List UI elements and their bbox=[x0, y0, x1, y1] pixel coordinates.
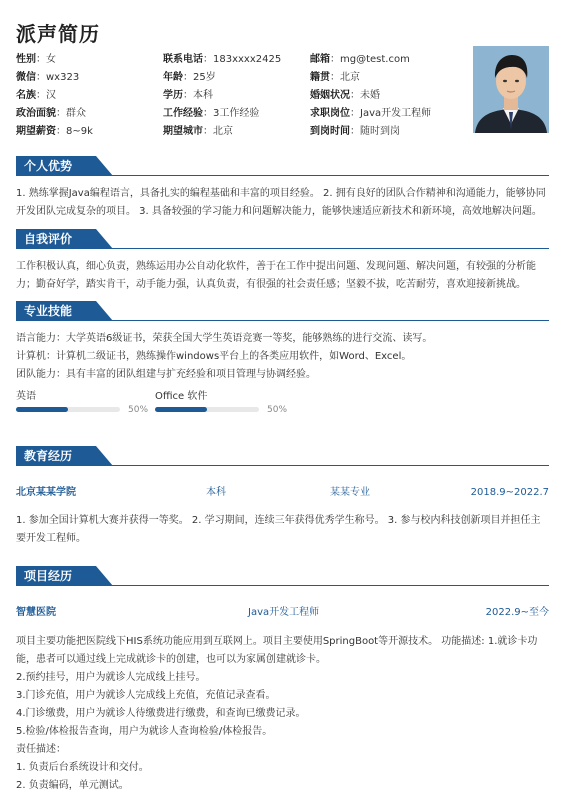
info-age: 年龄：25岁 bbox=[163, 72, 216, 83]
skill-line-computer: 计算机：计算机二级证书，熟练操作windows平台上的各类应用软件，如Word、Excel。 bbox=[16, 351, 412, 362]
info-gender: 性别：女 bbox=[16, 54, 56, 65]
skill-bar-label: 英语 bbox=[16, 391, 36, 402]
info-phone: 联系电话：183xxxx2425 bbox=[163, 54, 282, 65]
section-title: 自我评价 bbox=[24, 232, 73, 246]
skill-line-team: 团队能力：具有丰富的团队组建与扩充经验和项目管理与协调经验。 bbox=[16, 369, 316, 380]
section-header-project bbox=[16, 566, 549, 586]
info-hometown: 籍贯：北京 bbox=[310, 72, 360, 83]
project-line: 4.门诊缴费，用户为就诊人待缴费进行缴费，和查询已缴费记录。 bbox=[16, 708, 306, 719]
avatar bbox=[473, 46, 549, 133]
info-ethnicity: 名族：汉 bbox=[16, 90, 56, 101]
skill-progress-track bbox=[155, 407, 259, 412]
project-line: 2.预约挂号，用户为就诊人完成线上挂号。 bbox=[16, 672, 206, 683]
section-header-self-eval bbox=[16, 229, 549, 249]
info-row bbox=[16, 51, 466, 69]
project-line: 1. 负责后台系统设计和交付。 bbox=[16, 762, 149, 773]
skill-percent: 50% bbox=[267, 405, 288, 415]
info-experience: 工作经验：3工作经验 bbox=[163, 108, 260, 119]
section-header-skills bbox=[16, 301, 549, 321]
info-education: 学历：本科 bbox=[163, 90, 213, 101]
section-title: 专业技能 bbox=[24, 304, 73, 318]
section-title: 项目经历 bbox=[24, 569, 73, 583]
basic-info bbox=[16, 51, 466, 141]
degree: 本科 bbox=[206, 487, 226, 498]
project-description bbox=[16, 633, 549, 795]
advantage-text: 1. 熟练掌握Java编程语言，具备扎实的编程基础和丰富的项目经验。 2. 拥有良好的团队合作精神和沟通能力，能够协同开发团队完成复杂的项目。 3. 具备较强的学习能力和问题解决能力，能够快速适应新技术和新环境，高效地解决问题。 bbox=[16, 188, 546, 217]
education-period: 2018.9~2022.7 bbox=[470, 487, 549, 498]
major: 某某专业 bbox=[330, 487, 370, 498]
school-name: 北京某某学院 bbox=[16, 487, 76, 498]
skill-progress-fill bbox=[155, 407, 207, 412]
info-row bbox=[16, 123, 466, 141]
project-row bbox=[16, 606, 549, 620]
project-period: 2022.9~至今 bbox=[485, 607, 549, 618]
info-email: 邮箱：mg@test.com bbox=[310, 54, 410, 65]
project-line: 项目主要功能把医院线下HIS系统功能应用到互联网上。项目主要使用SpringBoot等开源技术。 功能描述: 1.就诊卡功能，患者可以通过线上完成就诊卡的创建，也可以为家属创建就诊卡。 bbox=[16, 636, 538, 665]
info-city: 期望城市：北京 bbox=[163, 126, 233, 137]
skill-percent: 50% bbox=[128, 405, 149, 415]
project-name: 智慧医院 bbox=[16, 607, 56, 618]
skill-progress-fill bbox=[16, 407, 68, 412]
info-political: 政治面貌：群众 bbox=[16, 108, 86, 119]
section-header-advantage bbox=[16, 156, 549, 176]
project-role: Java开发工程师 bbox=[248, 607, 320, 618]
section-title: 教育经历 bbox=[24, 449, 73, 463]
resume-title: 派声简历 bbox=[16, 22, 100, 46]
skill-line-language: 语言能力：大学英语6级证书，荣获全国大学生英语竞赛一等奖，能够熟练的进行交流、读写。 bbox=[16, 333, 433, 344]
info-wechat: 微信：wx323 bbox=[16, 72, 80, 83]
profile-photo-icon bbox=[473, 46, 549, 133]
education-row bbox=[16, 486, 549, 500]
skill-bar-label: Office 软件 bbox=[155, 391, 208, 402]
info-row bbox=[16, 87, 466, 105]
info-row bbox=[16, 69, 466, 87]
section-header-education bbox=[16, 446, 549, 466]
education-text: 1. 参加全国计算机大赛并获得一等奖。 2. 学习期间，连续三年获得优秀学生称号。 3. 参与校内科技创新项目并担任主要开发工程师。 bbox=[16, 515, 541, 544]
skill-progress-track bbox=[16, 407, 120, 412]
project-line: 5.检验/体检报告查询，用户为就诊人查询检验/体检报告。 bbox=[16, 726, 273, 737]
info-row bbox=[16, 105, 466, 123]
project-line: 2. 负责编码，单元测试。 bbox=[16, 780, 129, 791]
self-eval-text: 工作积极认真，细心负责，熟练运用办公自动化软件，善于在工作中提出问题、发现问题、解决问题，有较强的分析能力；勤奋好学，踏实肯干，动手能力强，认真负责，有很强的社会责任感；坚毅不拔，吃苦耐劳，喜欢迎接新挑战。 bbox=[16, 261, 536, 290]
info-position: 求职岗位：Java开发工程师 bbox=[310, 108, 432, 119]
project-line: 3.门诊充值，用户为就诊人完成线上充值，充值记录查看。 bbox=[16, 690, 276, 701]
info-marital: 婚姻状况：未婚 bbox=[310, 90, 380, 101]
skills-list bbox=[16, 330, 549, 384]
project-line: 责任描述： bbox=[16, 744, 66, 755]
info-salary: 期望薪资：8~9k bbox=[16, 126, 93, 137]
info-start-time: 到岗时间：随时到岗 bbox=[310, 126, 400, 137]
section-title: 个人优势 bbox=[24, 159, 73, 173]
